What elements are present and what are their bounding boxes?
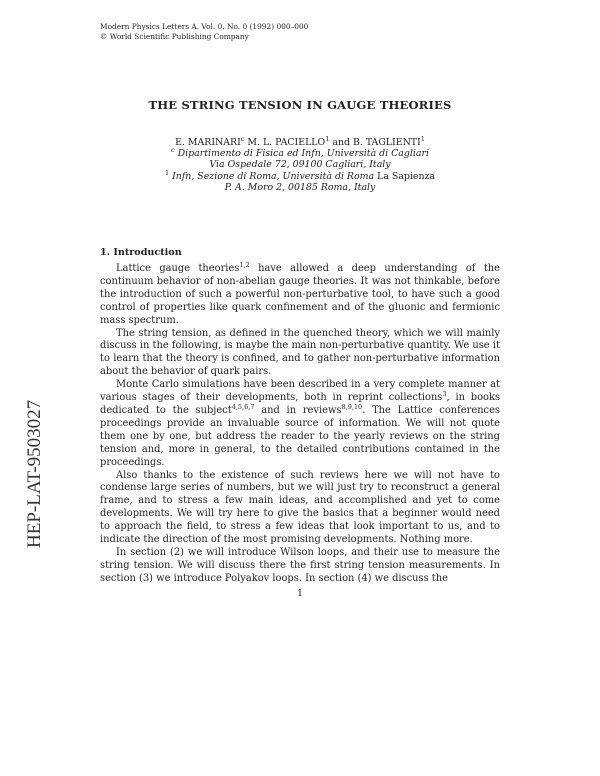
paper-title: THE STRING TENSION IN GAUGE THEORIES bbox=[148, 98, 452, 112]
journal-line: Modern Physics Letters A. Vol. 0, No. 0 (1992) 000–000 bbox=[100, 22, 309, 31]
paragraph: The string tension, as defined in the quenched theory, which we will mainly discuss in the following, is maybe the main non-perturbative quantity. We use it to learn that the theory is confined, and to gather non-perturbative information about the behavior of quark pairs. bbox=[100, 327, 500, 378]
paragraph: Monte Carlo simulations have been described in a very complete manner at various stages of their developments, both in reprint collections$^3$, in books dedicated to the subject$^{4,5,6,7}$ and in reviews$^{8,9,10}$. The Lattice conferences proceedings provide an invaluable source of information. We will not quote them one by one, but address the reader to the yearly reviews on the string tension and, more in general, to the detailed contributions contained in the proceedings. bbox=[100, 379, 501, 468]
paragraph: In section (2) we will introduce Wilson loops, and their use to measure the string tension. We will discuss there the first string tension measurements. In section (3) we introduce Polyakov loops. In section (4) we discuss the bbox=[100, 546, 500, 584]
page-number: 1 bbox=[297, 588, 303, 599]
affiliation-line: $^1$ Infn, Sezione di Roma, Università di Roma La Sapienza bbox=[164, 168, 436, 182]
publisher-line: © World Scientific Publishing Company bbox=[100, 32, 249, 41]
journal-header bbox=[100, 22, 308, 42]
affiliation-line: $^c$ Dipartimento di Fisica ed Infn, Università di Cagliari bbox=[171, 146, 429, 160]
paragraph: Lattice gauge theories$^{1,2}$ have allowed a deep understanding of the continuum behavior of non-abelian gauge theories. It was not thinkable, before the introduction of such a powerful non-perturbative tool, to have such a good control of properties like quark confinement and of the gluonic and fermionic mass spectrum. bbox=[100, 261, 500, 326]
author-block bbox=[100, 137, 500, 193]
paragraph: Also thanks to the existence of such reviews here we will not have to condense large series of numbers, but we will just try to reconstruct a general frame, and to stress a few main ideas, and accomplished and yet to come developments. We will try here to give the basics that a beginner would need to approach the field, to stress a few ideas that look important to us, and to indicate the direction of the most promising developments. Nothing more. bbox=[100, 469, 500, 546]
author-list: E. MARINARI$^c$ M. L. PACIELLO$^1$ and B. TAGLIENTI$^1$ bbox=[175, 135, 425, 148]
section-heading: 1. Introduction bbox=[100, 247, 182, 258]
body-text bbox=[100, 263, 500, 586]
arxiv-identifier: HEP-LAT-9503027 bbox=[24, 399, 45, 548]
affiliation-line: Via Ospedale 72, 09100 Cagliari, Italy bbox=[209, 159, 391, 171]
affiliation-line: P. A. Moro 2, 00185 Roma, Italy bbox=[224, 181, 376, 193]
